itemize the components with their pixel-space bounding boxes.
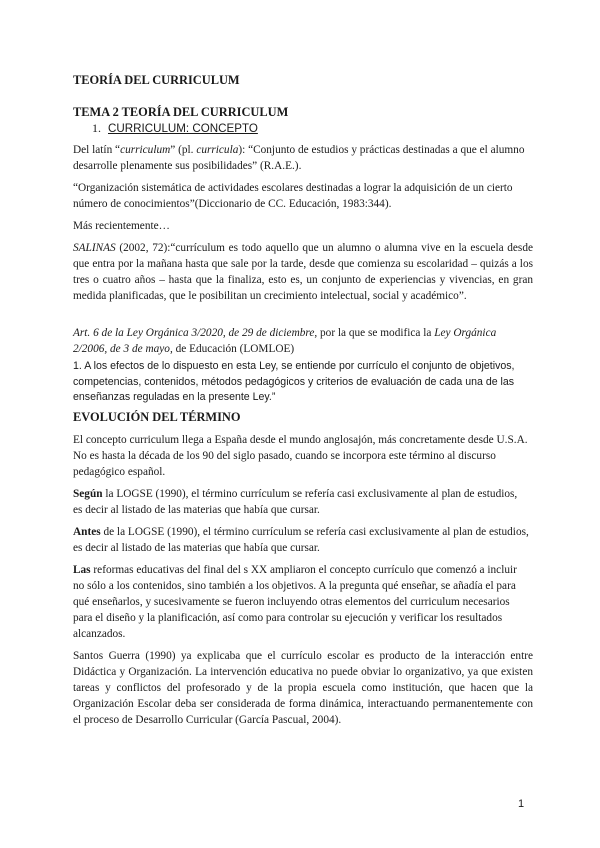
page-number: 1 [518, 798, 525, 810]
text-run: ” (pl. [170, 144, 197, 156]
bold-lead: Las [73, 564, 91, 576]
paragraph-latin [73, 142, 529, 174]
section-number: 1. [92, 121, 101, 135]
paragraph-reformas [73, 562, 529, 642]
law-reference: Art. 6 de la Ley Orgánica 3/2020, de 29 de diciembre [73, 327, 315, 339]
text-run: reformas educativas del final del s XX ampliaron el concepto currículo que comenzó a incluir no sólo a los contenidos, sino también a los objetivos. A la pregunta qué enseñar, se añadía el para qué enseñarlos, y sucesivamente se fueron incluyendo otras elementos del curriculum necesarios para el diseño y la planificación, así como para controlar su ejecución y verificar los resultados alcanzados. [73, 564, 517, 640]
paragraph-segun [73, 486, 529, 518]
evolucion-heading: EVOLUCIÓN DEL TÉRMINO [73, 410, 241, 424]
text-run: ): “Conjunto de estudios y prácticas destinadas a que el alumno desarrolle plenamente sus posibilidades” (R.A.E.). [73, 144, 525, 172]
paragraph-ley-quote: 1. A los efectos de lo dispuesto en esta Ley, se entiende por currículo el conjunto de objetivos, competencias, contenidos, métodos pedagógicos y criterios de evaluación de cada una de las enseñanzas reguladas en la presente Ley.” [73, 360, 515, 403]
bold-lead: Antes [73, 526, 101, 538]
text-run: , por la que se modifica la [314, 327, 435, 339]
text-run: de Educación (LOMLOE) [172, 343, 295, 355]
document-title: TEORÍA DEL CURRICULUM [73, 73, 240, 87]
paragraph-salinas [73, 240, 533, 304]
section-heading [92, 121, 258, 136]
paragraph-antes [73, 524, 529, 556]
paragraph-organizacion: “Organización sistemática de actividades escolares destinadas a lograr la adquisición de un cierto número de conocimientos”(Diccionario de CC. Educación, 1983:344). [73, 182, 513, 210]
paragraph-ley [73, 325, 529, 357]
italic-term: curricula [196, 144, 239, 156]
tema-title: TEMA 2 TEORÍA DEL CURRICULUM [73, 105, 289, 119]
author-name: SALINAS [73, 242, 116, 254]
paragraph-evolucion: El concepto curriculum llega a España desde el mundo anglosajón, más concretamente desde U.S.A. No es hasta la década de los 90 del siglo pasado, cuando se incorpora este término al discurso pedagógico español. [73, 434, 528, 478]
bold-lead: Según [73, 488, 103, 500]
text-run: (2002, 72):“currículum es todo aquello que un alumno o alumna vive en la escuela desde que entra por la mañana hasta que sale por la tarde, desde que comienza su escolaridad – quizás a los tres o cuatro años – hasta que la finaliza, esto es, un conjunto de experiencias y vivencias, en gran medida planificadas, que le posibilitan un crecimiento intelectual, social y académico”. [73, 242, 533, 302]
paragraph-santos-guerra: Santos Guerra (1990) ya explicaba que el currículo escolar es producto de la interacción entre Didáctica y Organización. La intervención educativa no puede obviar lo organizativo, ya que existen tareas y conflictos del profesorado y de la propia escuela como institución, que hacen que la Organización Escolar deba ser considerada de forma dinámica, interactuando permanentemente con el proceso de Desarrollo Curricular (García Pascual, 2004). [73, 650, 533, 726]
text-run: la LOGSE (1990), el término currículum se refería casi exclusivamente al plan de estudios, es decir al listado de las materias que había que cursar. [73, 488, 518, 516]
paragraph-mas-recientemente: Más recientemente… [73, 220, 170, 232]
section-title: CURRICULUM: CONCEPTO [108, 122, 258, 135]
law-reference: Ley Orgánica 2/2006, de 3 de mayo, [73, 327, 497, 355]
italic-term: curriculum [120, 144, 171, 156]
text-run: Del latín “ [73, 144, 121, 156]
text-run: de la LOGSE (1990), el término currículum se refería casi exclusivamente al plan de estudios, es decir al listado de las materias que había que cursar. [73, 526, 529, 554]
